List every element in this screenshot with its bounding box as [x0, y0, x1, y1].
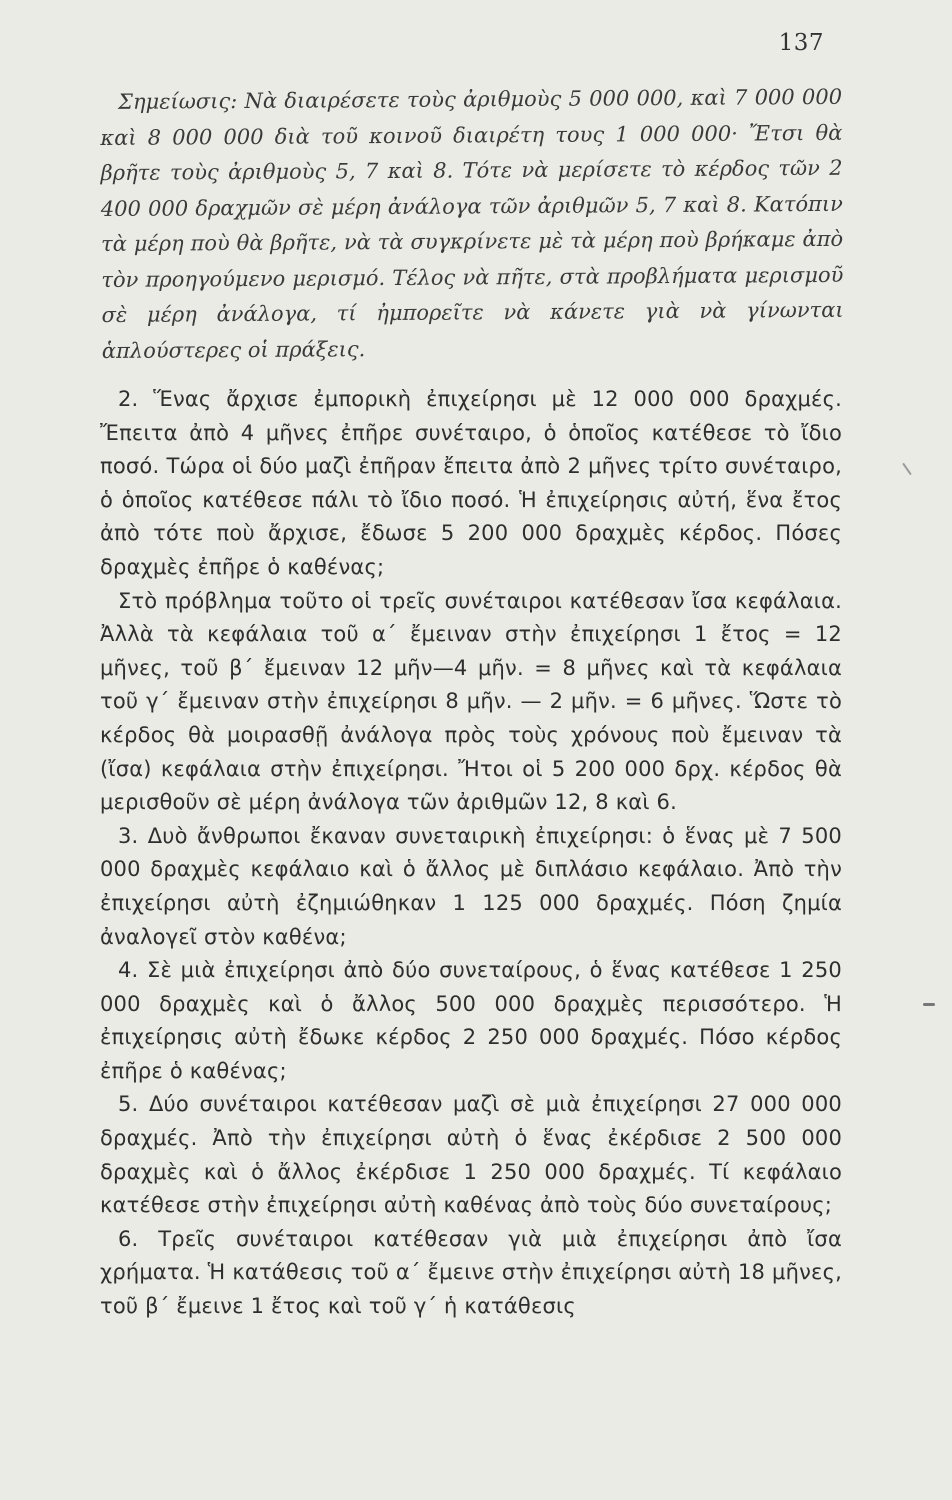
note-text: Νὰ διαιρέσετε τοὺς ἀριθμοὺς 5 000 000, καὶ 7 000 000 καὶ 8 000 000 διὰ τοῦ κοινοῦ διαιρέτη τους 1 000 000· Ἔτσι θὰ βρῆτε τοὺς ἀριθμοὺς 5, 7 καὶ 8. Τότε νὰ μερίσετε τὸ κέρδος τῶν 2 400 000 δραχμῶν σὲ μέρη ἀνάλογα τῶν ἀριθμῶν 5, 7 καὶ 8. Κατόπιν τὰ μέρη ποὺ θὰ βρῆτε, νὰ τὰ συγκρίνετε μὲ τὰ μέρη ποὺ βρήκαμε ἀπὸ τὸν προηγούμενο μερισμό. Τέλος νὰ πῆτε, στὰ προβλήματα μερισμοῦ σὲ μέρη ἀνάλογα, τί ἠμπορεῖτε νὰ κάνετε γιὰ νὰ γίνωνται ἁπλούστερες οἱ πράξεις. — [100, 84, 844, 363]
page-number: 137 — [778, 30, 824, 56]
problem-5: 5. Δύο συνέταιροι κατέθεσαν μαζὶ σὲ μιὰ ἐπιχείρησι 27 000 000 δραχμές. Ἀπὸ τὴν ἐπιχείρησι αὐτὴ ὁ ἕνας ἐκέρδισε 2 500 000 δραχμὲς καὶ ὁ ἄλλος ἐκέρδισε 1 250 000 δραχμές. Τί κεφάλαιο κατέθεσε στὴν ἐπιχείρησι αὐτὴ καθένας ἀπὸ τοὺς δύο συνεταίρους; — [100, 1092, 842, 1218]
problem-4: 4. Σὲ μιὰ ἐπιχείρησι ἀπὸ δύο συνεταίρους, ὁ ἕνας κατέθεσε 1 250 000 δραχμὲς καὶ ὁ ἄλλος 500 000 δραχμὲς περισσότερο. Ἡ ἐπιχείρησις αὐτὴ ἔδωκε κέρδος 2 250 000 δραχμές. Πόσο κέρδος ἐπῆρε ὁ καθένας; — [100, 958, 842, 1083]
problem-6: 6. Τρεῖς συνέταιροι κατέθεσαν γιὰ μιὰ ἐπιχείρησι ἀπὸ ἴσα χρήματα. Ἡ κατάθεσις τοῦ α΄ ἔμεινε στὴν ἐπιχείρησι αὐτὴ 18 μῆνες, τοῦ β΄ ἔμεινε 1 ἔτος καὶ τοῦ γ΄ ἡ κατάθεσις — [100, 1226, 842, 1319]
problem-3: 3. Δυὸ ἄνθρωποι ἔκαναν συνεταιρικὴ ἐπιχείρησι: ὁ ἕνας μὲ 7 500 000 δραχμὲς κεφάλαιο καὶ ὁ ἄλλος μὲ διπλάσιο κεφάλαιο. Ἀπὸ τὴν ἐπιχείρησι αὐτὴ ἐζημιώθηκαν 1 125 000 δραχμές. Πόση ζημία ἀναλογεῖ στὸν καθένα; — [100, 823, 842, 949]
margin-speck — [923, 1003, 935, 1006]
note-paragraph — [100, 80, 844, 369]
problem-2: 2. Ἕνας ἄρχισε ἐμπορικὴ ἐπιχείρησι μὲ 12 000 000 δραχμές. Ἔπειτα ἀπὸ 4 μῆνες ἐπῆρε συνέταιρο, ὁ ὁποῖος κατέθεσε τὸ ἴδιο ποσό. Τώρα οἱ δύο μαζὶ ἐπῆραν ἔπειτα ἀπὸ 2 μῆνες τρίτο συνέταιρο, ὁ ὁποῖος κατέθεσε πάλι τὸ ἴδιο ποσό. Ἡ ἐπιχείρησις αὐτή, ἕνα ἔτος ἀπὸ τότε ποὺ ἄρχισε, ἔδωσε 5 200 000 δραχμὲς κέρδος. Πόσες δραχμὲς ἐπῆρε ὁ καθένας; — [100, 387, 842, 579]
note-label: Σημείωσις: — [118, 89, 238, 114]
problem-2-solution: Στὸ πρόβλημα τοῦτο οἱ τρεῖς συνέταιροι κατέθεσαν ἴσα κεφάλαια. Ἀλλὰ τὰ κεφάλαια τοῦ α΄ ἔμειναν στὴν ἐπιχείρησι 1 ἔτος = 12 μῆνες, τοῦ β΄ ἔμειναν 12 μῆν—4 μῆν. = 8 μῆνες καὶ τὰ κεφάλαια τοῦ γ΄ ἔμειναν στὴν ἐπιχείρησι 8 μῆν. — 2 μῆν. = 6 μῆνες. Ὥστε τὸ κέρδος θὰ μοιρασθῇ ἀνάλογα πρὸς τοὺς χρόνους ποὺ ἔμειναν τὰ (ἴσα) κεφάλαια στὴν ἐπιχείρησι. Ἤτοι οἱ 5 200 000 δρχ. κέρδος θὰ μερισθοῦν σὲ μέρη ἀνάλογα τῶν ἀριθμῶν 12, 8 καὶ 6. — [100, 588, 842, 815]
margin-speck — [902, 463, 912, 476]
page-text-block — [100, 85, 842, 1324]
